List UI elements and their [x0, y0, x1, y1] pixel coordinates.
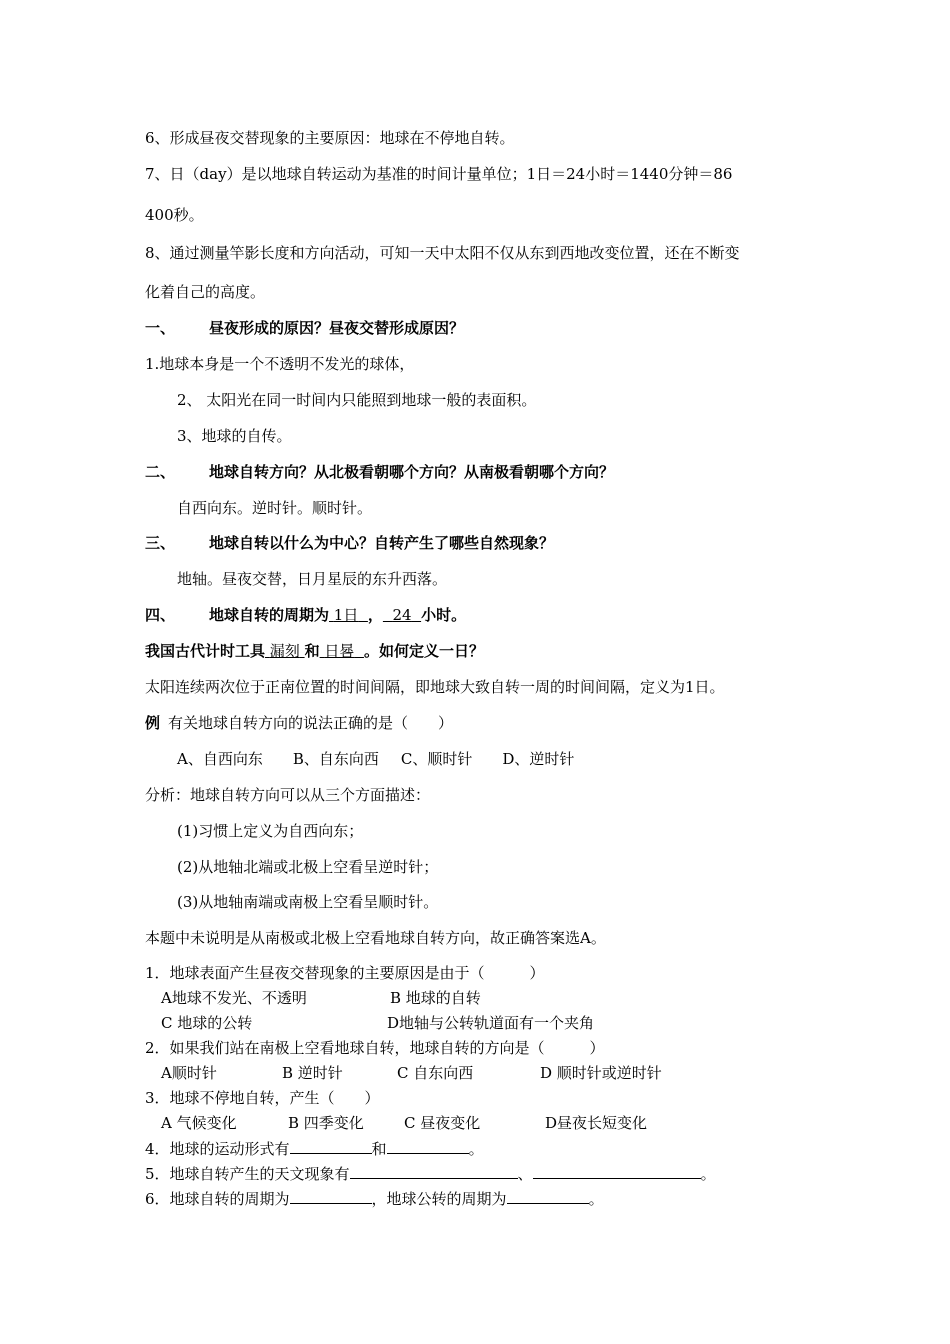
question-4-number: 四、 [145, 606, 176, 624]
exercise-1-question: 1．地球表面产生昼夜交替现象的主要原因是由于（ ） [145, 964, 545, 982]
fact-6: 6、形成昼夜交替现象的主要原因：地球在不停地自转。 [145, 129, 515, 147]
example-options [177, 749, 574, 769]
question-5-start: 我国古代计时工具 [145, 642, 266, 660]
example-option-b: B、自东向西 [292, 750, 379, 768]
example-option-d: D、逆时针 [502, 750, 575, 768]
fact-7-line1: 7、日（day）是以地球自转运动为基准的时间计量单位；1日＝24小时＝1440分钟＝86 [145, 165, 733, 183]
example-option-c: C、顺时针 [400, 750, 473, 768]
exercise-1-option-c: C 地球的公转 [161, 1014, 253, 1032]
question-3-title: 地球自转以什么为中心？自转产生了哪些自然现象？ [209, 534, 555, 552]
exercise-6-blank-1[interactable] [290, 1188, 372, 1204]
exercise-2-option-a: A顺时针 [161, 1064, 217, 1082]
question-5-heading [145, 641, 484, 661]
example-label: 例 [145, 714, 161, 732]
question-1-item-2: 2、 太阳光在同一时间内只能照到地球一般的表面积。 [177, 391, 537, 409]
exercise-2-option-d: D 顺时针或逆时针 [540, 1064, 662, 1082]
example-question-text: 有关地球自转方向的说法正确的是（ ） [168, 714, 454, 732]
question-5-and: 和 [304, 642, 320, 660]
exercise-5-start: 5．地球自转产生的天文现象有 [145, 1165, 350, 1183]
exercise-6-start: 6．地球自转的周期为 [145, 1190, 290, 1208]
question-5-end: 。如何定义一日？ [363, 642, 484, 660]
exercise-3-option-d: D昼夜长短变化 [545, 1114, 648, 1132]
exercise-4-blank-2[interactable] [387, 1138, 469, 1154]
example-question [145, 713, 453, 733]
exercise-4-blank-1[interactable] [290, 1138, 372, 1154]
exercise-5-end: 。 [700, 1165, 716, 1183]
exercise-1-option-d: D地轴与公转轨道面有一个夹角 [387, 1014, 595, 1032]
fact-7-line2: 400秒。 [145, 206, 204, 224]
exercise-5-sep: 、 [517, 1165, 533, 1183]
exercise-4-and: 和 [371, 1140, 387, 1158]
exercise-2-option-b: B 逆时针 [282, 1064, 343, 1082]
question-1-item-1: 1.地球本身是一个不透明不发光的球体， [145, 355, 415, 373]
question-2-heading [145, 462, 614, 482]
exercise-3-option-c: C 昼夜变化 [404, 1114, 481, 1132]
exercise-6-blank-2[interactable] [507, 1188, 589, 1204]
exercise-2-question: 2．如果我们站在南极上空看地球自转，地球自转的方向是（ ） [145, 1039, 605, 1057]
exercise-6-middle: ，地球公转的周期为 [371, 1190, 507, 1208]
rotation-period-hours: 24 [392, 606, 412, 624]
rotation-period-days: 1日 [333, 606, 359, 624]
exercise-1-option-b: B 地球的自转 [390, 989, 481, 1007]
fact-8-line1: 8、通过测量竿影长度和方向活动，可知一天中太阳不仅从东到西地改变位置，还在不断变 [145, 244, 740, 262]
exercise-2-option-c: C 自东向西 [397, 1064, 474, 1082]
analysis-point-3: (3)从地轴南端或南极上空看呈顺时针。 [177, 893, 439, 911]
question-2-answer: 自西向东。逆时针。顺时针。 [177, 499, 373, 517]
question-2-number: 二、 [145, 463, 176, 481]
question-2-title: 地球自转方向？从北极看朝哪个方向？从南极看朝哪个方向？ [209, 463, 615, 481]
analysis-point-2: (2)从地轴北端或北极上空看呈逆时针； [177, 858, 439, 876]
question-4-separator: ， [367, 606, 383, 624]
exercise-4-start: 4．地球的运动形式有 [145, 1140, 290, 1158]
question-4-title-start: 地球自转的周期为 [209, 606, 330, 624]
timekeeping-tool-2: 日晷 [324, 642, 355, 660]
exercise-6 [145, 1188, 604, 1209]
analysis-point-1: (1)习惯上定义为自西向东； [177, 822, 364, 840]
question-3-heading [145, 533, 554, 553]
exercise-5-blank-2[interactable] [533, 1163, 701, 1179]
question-4-heading [145, 605, 466, 625]
exercise-6-end: 。 [588, 1190, 604, 1208]
question-1-number: 一、 [145, 319, 176, 337]
question-4-title-end: 小时。 [421, 606, 467, 624]
exercise-3-option-a: A 气候变化 [161, 1114, 237, 1132]
exercise-5 [145, 1163, 716, 1184]
timekeeping-tool-1: 漏刻 [269, 642, 300, 660]
question-3-answer: 地轴。昼夜交替，日月星辰的东升西落。 [177, 570, 448, 588]
question-5-answer: 太阳连续两次位于正南位置的时间间隔，即地球大致自转一周的时间间隔，定义为1日。 [145, 678, 725, 696]
fact-8-line2: 化着自己的高度。 [145, 283, 266, 301]
exercise-5-blank-1[interactable] [350, 1163, 518, 1179]
question-3-number: 三、 [145, 534, 176, 552]
question-1-title: 昼夜形成的原因？昼夜交替形成原因？ [209, 319, 465, 337]
exercise-3-option-b: B 四季变化 [288, 1114, 364, 1132]
example-option-a: A、自西向东 [177, 750, 263, 768]
example-analysis: 分析：地球自转方向可以从三个方面描述： [145, 786, 431, 804]
exercise-4-end: 。 [468, 1140, 484, 1158]
exercise-3-question: 3．地球不停地自转，产生（ ） [145, 1089, 380, 1107]
example-conclusion: 本题中未说明是从南极或北极上空看地球自转方向，故正确答案选A。 [145, 929, 606, 947]
exercise-1-option-a: A地球不发光、不透明 [161, 989, 307, 1007]
question-1-item-3: 3、地球的自传。 [177, 427, 292, 445]
question-1-heading [145, 318, 464, 338]
exercise-4 [145, 1138, 484, 1159]
